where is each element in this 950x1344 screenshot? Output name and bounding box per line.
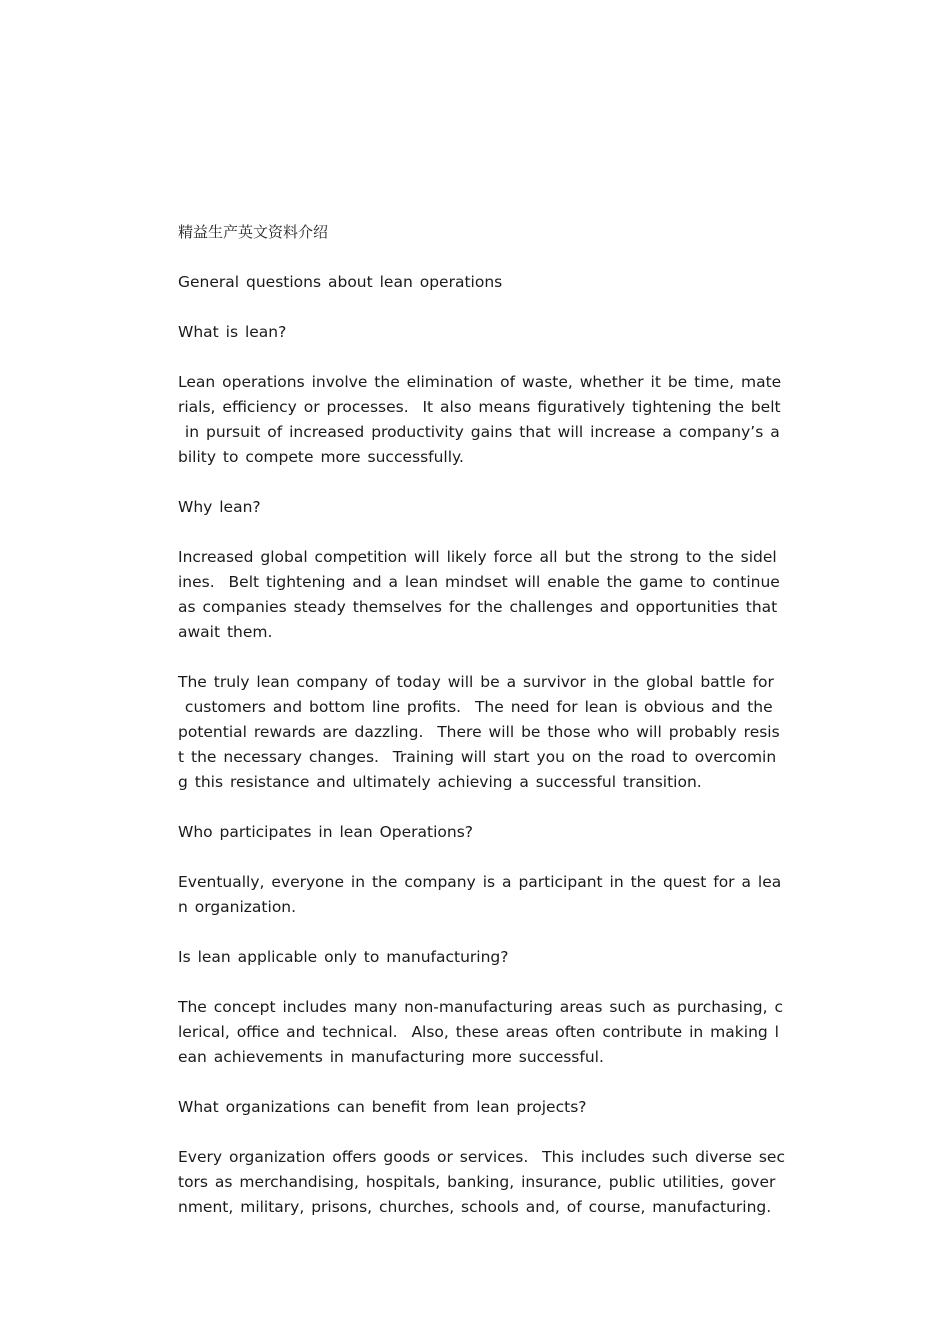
question-heading [178, 945, 808, 970]
text-line: Every organization offers goods or services. This includes such diverse sec [178, 1148, 785, 1166]
text-line: Who participates in lean Operations? [178, 823, 474, 841]
text-line: ean achievements in manufacturing more successful. [178, 1048, 604, 1066]
question-heading [178, 820, 808, 845]
text-line: customers and bottom line profits. The need for lean is obvious and the [178, 698, 773, 716]
answer-paragraph [178, 1145, 808, 1220]
text-line: Increased global competition will likely force all but the strong to the sidel [178, 548, 777, 566]
text-line: potential rewards are dazzling. There will be those who will probably resis [178, 723, 780, 741]
text-line: nment, military, prisons, churches, schools and, of course, manufacturing. [178, 1198, 772, 1216]
question-heading [178, 495, 808, 520]
text-line: in pursuit of increased productivity gains that will increase a company’s a [178, 423, 780, 441]
answer-paragraph [178, 870, 808, 920]
text-line: rials, efficiency or processes. It also means figuratively tightening the belt [178, 398, 781, 416]
text-line: bility to compete more successfully. [178, 448, 464, 466]
text-line: Lean operations involve the elimination of waste, whether it be time, mate [178, 373, 782, 391]
text-line: ines. Belt tightening and a lean mindset will enable the game to continue [178, 573, 780, 591]
answer-paragraph [178, 995, 808, 1070]
text-line: lerical, office and technical. Also, these areas often contribute in making l [178, 1023, 779, 1041]
answer-paragraph [178, 545, 808, 645]
text-line: tors as merchandising, hospitals, banking, insurance, public utilities, gover [178, 1173, 776, 1191]
text-line: t the necessary changes. Training will start you on the road to overcomin [178, 748, 777, 766]
document-body [178, 220, 808, 1245]
text-line: as companies steady themselves for the challenges and opportunities that [178, 598, 778, 616]
text-line: g this resistance and ultimately achieving a successful transition. [178, 773, 702, 791]
text-line: Is lean applicable only to manufacturing? [178, 948, 509, 966]
question-heading [178, 320, 808, 345]
text-line: await them. [178, 623, 273, 641]
question-heading [178, 1095, 808, 1120]
text-line: Why lean? [178, 498, 261, 516]
text-line: What is lean? [178, 323, 287, 341]
document-title: 精益生产英文资料介绍 [178, 223, 329, 241]
text-line: Eventually, everyone in the company is a participant in the quest for a lea [178, 873, 782, 891]
text-line: General questions about lean operations [178, 273, 503, 291]
paragraph-heading [178, 270, 808, 295]
text-line: The concept includes many non-manufacturing areas such as purchasing, c [178, 998, 783, 1016]
answer-paragraph [178, 670, 808, 795]
text-line: What organizations can benefit from lean projects? [178, 1098, 587, 1116]
text-line: The truly lean company of today will be a survivor in the global battle for [178, 673, 774, 691]
answer-paragraph [178, 370, 808, 470]
text-line: n organization. [178, 898, 297, 916]
